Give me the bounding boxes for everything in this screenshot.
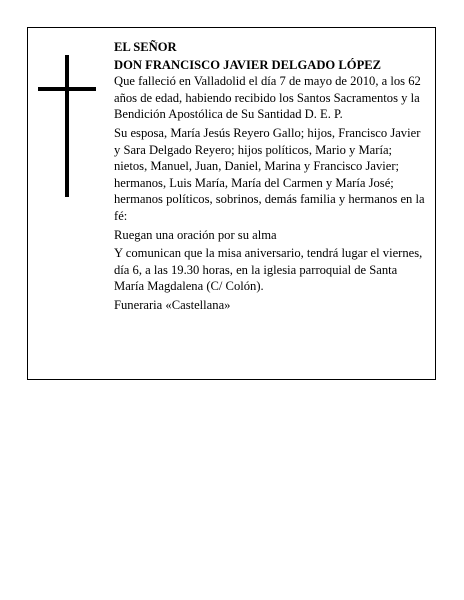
mass-announcement: Y comunican que la misa aniversario, tendrá lugar el viernes, día 6, a las 19.30 horas, en la iglesia parroquial de Santa María Magdalena (C/ Colón). [114,246,423,294]
deceased-name: DON FRANCISCO JAVIER DELGADO LÓPEZ [114,57,382,72]
funeral-home: Funeraria «Castellana» [114,297,231,312]
prayer-request: Ruegan una oración por su alma [114,227,277,242]
cross-vertical-bar [65,55,69,197]
cross-horizontal-bar [38,87,96,91]
cross-icon [38,55,96,197]
death-statement: Que falleció en Valladolid el día 7 de mayo de 2010, a los 62 años de edad, habiendo recibido los Santos Sacramentos y la Bendición Apostólica de Su Santidad D. E. P. [114,74,421,122]
obituary-text-block [114,39,426,314]
family-statement: Su esposa, María Jesús Reyero Gallo; hijos, Francisco Javier y Sara Delgado Reyero; hijos políticos, Mario y María; nietos, Manuel, Juan, Daniel, Marina y Francisco Javier; hermanos, Luis María, María del Carmen y María José; hermanos políticos, sobrinos, demás familia y hermanos en la fé: [114,125,425,223]
notice-title-line-1: EL SEÑOR [114,40,177,54]
